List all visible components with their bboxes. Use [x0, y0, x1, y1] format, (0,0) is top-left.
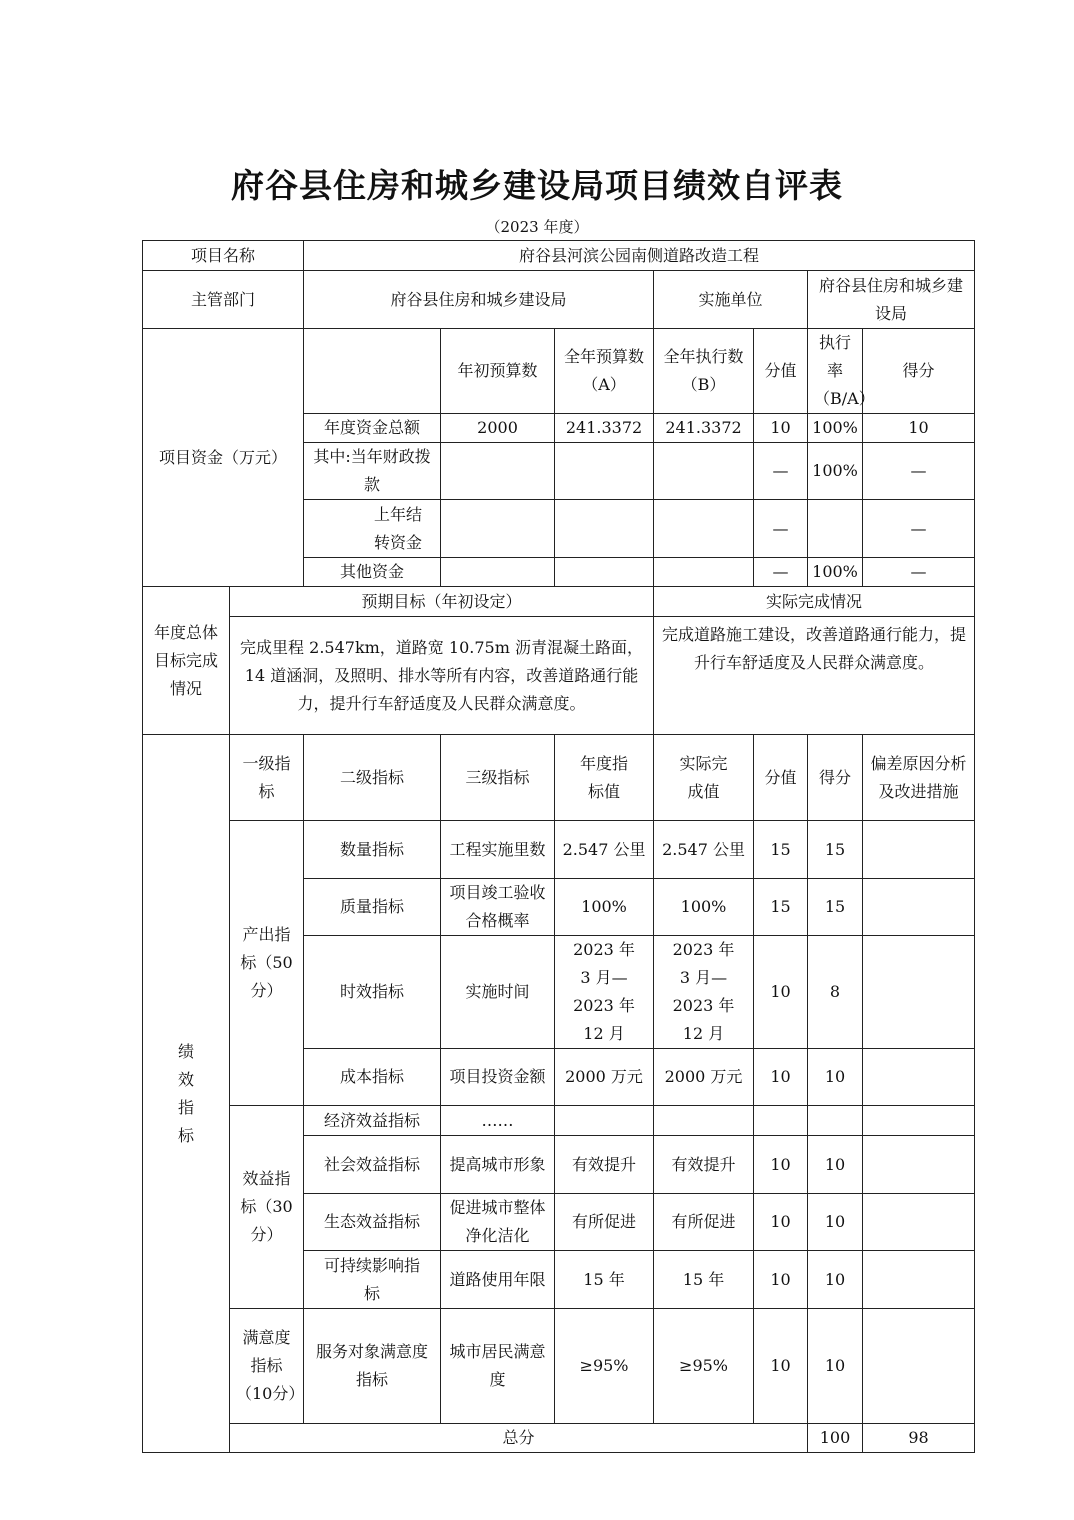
funds-cell	[555, 558, 654, 587]
indicator-level2: 可持续影响指标	[304, 1251, 441, 1309]
indicator-level3: 促进城市整体净化洁化	[441, 1194, 555, 1251]
indicator-score: 15	[754, 821, 808, 879]
indicator-actual	[654, 1106, 754, 1136]
indicator-got: 8	[808, 936, 863, 1049]
indicator-level3: 项目投资金额	[441, 1049, 555, 1106]
indicator-level2: 时效指标	[304, 936, 441, 1049]
indicator-header-got: 得分	[808, 735, 863, 821]
funds-header-initial: 年初预算数	[441, 329, 555, 414]
indicator-header-level3: 三级指标	[441, 735, 555, 821]
department-value: 府谷县住房和城乡建设局	[304, 271, 654, 329]
funds-cell	[555, 443, 654, 500]
indicator-note	[863, 1136, 975, 1194]
funds-cell: 100%	[808, 414, 863, 443]
indicator-level2: 质量指标	[304, 879, 441, 936]
funds-cell: 241.3372	[555, 414, 654, 443]
funds-cell	[654, 500, 754, 558]
funds-row-name: 其他资金	[304, 558, 441, 587]
indicator-actual: 2.547 公里	[654, 821, 754, 879]
indicator-header-level1: 一级指标	[230, 735, 304, 821]
funds-cell: 2000	[441, 414, 555, 443]
funds-header-executed: 全年执行数（B）	[654, 329, 754, 414]
funds-row-name: 上年结转资金	[304, 500, 441, 558]
goals-actual-text: 完成道路施工建设，改善道路通行能力，提升行车舒适度及人民群众满意度。	[654, 617, 975, 735]
indicator-actual: ≥95%	[654, 1309, 754, 1424]
indicator-got: 10	[808, 1049, 863, 1106]
indicator-got: 10	[808, 1309, 863, 1424]
indicator-actual: 2000 万元	[654, 1049, 754, 1106]
indicator-level3: 道路使用年限	[441, 1251, 555, 1309]
indicator-note	[863, 1194, 975, 1251]
indicator-note	[863, 1251, 975, 1309]
indicator-actual: 2023 年 3 月—2023 年 12 月	[654, 936, 754, 1049]
funds-header-rate: 执行率（B/A）	[808, 329, 863, 414]
indicator-target: 有所促进	[555, 1194, 654, 1251]
goals-label: 年度总体目标完成情况	[143, 587, 230, 735]
funds-cell: —	[863, 500, 975, 558]
indicator-level3: ……	[441, 1106, 555, 1136]
indicator-score: 10	[754, 1049, 808, 1106]
funds-cell: 241.3372	[654, 414, 754, 443]
department-label: 主管部门	[143, 271, 304, 329]
indicator-target: 2023 年 3 月—2023 年 12 月	[555, 936, 654, 1049]
funds-cell	[654, 558, 754, 587]
indicator-row	[143, 1106, 975, 1136]
indicator-score: 10	[754, 1136, 808, 1194]
total-got: 98	[863, 1424, 975, 1453]
funds-cell	[441, 500, 555, 558]
project-name-value: 府谷县河滨公园南侧道路改造工程	[304, 241, 975, 271]
indicator-score: 10	[754, 936, 808, 1049]
indicator-target: 100%	[555, 879, 654, 936]
indicator-score: 10	[754, 1309, 808, 1424]
indicator-level3: 城市居民满意度	[441, 1309, 555, 1424]
indicator-score: 10	[754, 1194, 808, 1251]
indicator-target: 有效提升	[555, 1136, 654, 1194]
funds-cell: —	[863, 558, 975, 587]
indicator-got: 15	[808, 879, 863, 936]
indicator-note	[863, 821, 975, 879]
indicator-level2: 数量指标	[304, 821, 441, 879]
total-score: 100	[808, 1424, 863, 1453]
indicator-got: 10	[808, 1251, 863, 1309]
indicator-level2: 成本指标	[304, 1049, 441, 1106]
funds-header-annual-budget: 全年预算数（A）	[555, 329, 654, 414]
indicator-header-level2: 二级指标	[304, 735, 441, 821]
goals-expected-text: 完成里程 2.547km，道路宽 10.75m 沥青混凝土路面，14 道涵洞，及照明、排水等所有内容，改善道路通行能力，提升行车舒适度及人民群众满意度。	[230, 617, 654, 735]
indicator-level2: 生态效益指标	[304, 1194, 441, 1251]
indicator-actual: 有所促进	[654, 1194, 754, 1251]
indicator-target: 2.547 公里	[555, 821, 654, 879]
funds-cell: —	[754, 500, 808, 558]
indicator-header-score: 分值	[754, 735, 808, 821]
form-year: （2023 年度）	[485, 218, 589, 236]
total-label: 总分	[230, 1424, 808, 1453]
impl-unit-value: 府谷县住房和城乡建设局	[808, 271, 975, 329]
project-name-label: 项目名称	[143, 241, 304, 271]
indicator-note	[863, 1049, 975, 1106]
goals-actual-header: 实际完成情况	[654, 587, 975, 617]
indicator-score: 15	[754, 879, 808, 936]
indicator-got: 15	[808, 821, 863, 879]
indicator-score	[754, 1106, 808, 1136]
indicator-actual: 100%	[654, 879, 754, 936]
funds-header-score: 分值	[754, 329, 808, 414]
indicator-header-note: 偏差原因分析及改进措施	[863, 735, 975, 821]
indicator-level3: 项目竣工验收合格概率	[441, 879, 555, 936]
impl-unit-label: 实施单位	[654, 271, 808, 329]
indicator-note	[863, 879, 975, 936]
funds-label: 项目资金（万元）	[143, 329, 304, 587]
funds-cell	[441, 443, 555, 500]
funds-cell	[555, 500, 654, 558]
indicator-target	[555, 1106, 654, 1136]
funds-cell	[808, 500, 863, 558]
indicator-target: ≥95%	[555, 1309, 654, 1424]
indicator-note	[863, 936, 975, 1049]
indicator-target: 2000 万元	[555, 1049, 654, 1106]
funds-cell: —	[863, 443, 975, 500]
indicator-header-target: 年度指标值	[555, 735, 654, 821]
funds-row-name: 年度资金总额	[304, 414, 441, 443]
indicator-level2: 服务对象满意度指标	[304, 1309, 441, 1424]
indicator-header-actual: 实际完成值	[654, 735, 754, 821]
indicator-actual: 有效提升	[654, 1136, 754, 1194]
indicator-got: 10	[808, 1136, 863, 1194]
indicator-level3: 提高城市形象	[441, 1136, 555, 1194]
indicator-got	[808, 1106, 863, 1136]
funds-cell: 10	[754, 414, 808, 443]
indicator-level3: 实施时间	[441, 936, 555, 1049]
indicator-actual: 15 年	[654, 1251, 754, 1309]
funds-cell: 100%	[808, 558, 863, 587]
funds-header-points: 得分	[863, 329, 975, 414]
indicator-note	[863, 1309, 975, 1424]
indicator-row	[143, 1309, 975, 1424]
funds-header-blank	[304, 329, 441, 414]
indicator-target: 15 年	[555, 1251, 654, 1309]
funds-cell: —	[754, 558, 808, 587]
goals-expected-header: 预期目标（年初设定）	[230, 587, 654, 617]
indicator-level1-satisfaction: 满意度指标（10分）	[230, 1309, 304, 1424]
indicator-note	[863, 1106, 975, 1136]
form-title: 府谷县住房和城乡建设局项目绩效自评表	[231, 166, 843, 205]
indicator-score: 10	[754, 1251, 808, 1309]
funds-row-name: 其中:当年财政拨款	[304, 443, 441, 500]
indicator-got: 10	[808, 1194, 863, 1251]
funds-cell	[654, 443, 754, 500]
indicator-level3: 工程实施里数	[441, 821, 555, 879]
funds-cell: —	[754, 443, 808, 500]
indicator-row	[143, 821, 975, 879]
indicator-level2: 社会效益指标	[304, 1136, 441, 1194]
indicators-label: 绩效指标	[143, 735, 230, 1453]
indicator-level2: 经济效益指标	[304, 1106, 441, 1136]
funds-cell: 10	[863, 414, 975, 443]
performance-evaluation-table	[142, 240, 975, 1453]
funds-cell	[441, 558, 555, 587]
funds-cell: 100%	[808, 443, 863, 500]
indicator-level1-output: 产出指标（50分）	[230, 821, 304, 1106]
indicator-level1-benefit: 效益指标（30分）	[230, 1106, 304, 1309]
